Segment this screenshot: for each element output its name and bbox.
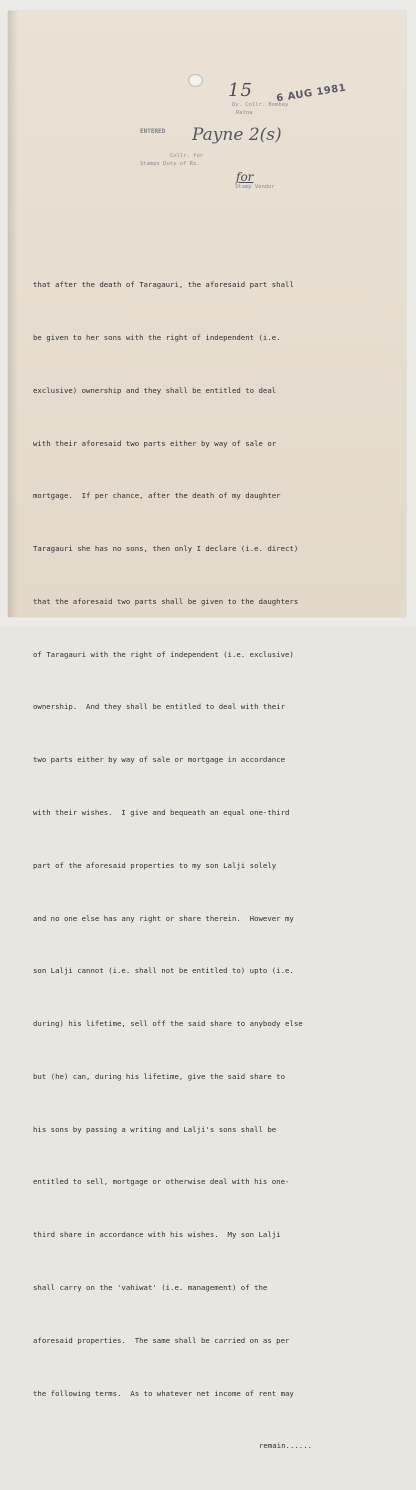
faint-stamp-text: Ratna (236, 110, 253, 116)
text-line: son Lalji cannot (i.e. shall not be entitled to) upto (i.e. (33, 966, 294, 976)
handwritten-file-number: 15 (228, 80, 253, 101)
faint-stamp-text: Stamp Vendor (235, 184, 275, 190)
text-line: shall carry on the 'vahiwat' (i.e. management) of the (33, 1283, 268, 1293)
handwritten-initials: for (236, 170, 254, 184)
text-line: of Taragauri with the right of independent (i.e. exclusive) (33, 649, 294, 659)
faint-stamp-text: Dy. Collr. Bombay (232, 102, 289, 108)
punch-hole (188, 74, 203, 87)
text-line: aforesaid properties. The same shall be carried on as per (33, 1335, 290, 1345)
text-line: and no one else has any right or share therein. However my (33, 913, 294, 923)
faint-stamp-text: Collr. for (170, 153, 204, 159)
text-line: with their aforesaid two parts either by way of sale or (33, 438, 277, 448)
text-line-closing: remain...... (259, 1441, 313, 1451)
text-line: the following terms. As to whatever net income of rent may (33, 1388, 294, 1398)
text-line: entitled to sell, mortgage or otherwise deal with his one- (33, 1177, 290, 1187)
text-line: be given to her sons with the right of independent (i.e. (33, 332, 281, 342)
text-line: but (he) can, during his lifetime, give the said share to (33, 1071, 286, 1081)
text-line: exclusive) ownership and they shall be entitled to deal (33, 385, 277, 395)
entered-stamp: ENTERED (140, 128, 166, 135)
text-line: ownership. And they shall be entitled to deal with their (33, 702, 286, 712)
paper-edge-shadow (8, 11, 18, 617)
text-line: mortgage. If per chance, after the death of my daughter (33, 491, 281, 501)
text-line: his sons by passing a writing and Lalji's sons shall be (33, 1124, 277, 1134)
text-line: during) his lifetime, sell off the said share to anybody else (33, 1019, 303, 1029)
document-body (33, 241, 405, 1490)
text-line: that the aforesaid two parts shall be given to the daughters (33, 596, 299, 606)
text-line: that after the death of Taragauri, the aforesaid part shall (33, 280, 294, 290)
date-stamp: 6 AUG 1981 (275, 82, 347, 105)
text-line: part of the aforesaid properties to my son Lalji solely (33, 860, 277, 870)
text-line: two parts either by way of sale or mortgage in accordance (33, 755, 286, 765)
handwritten-name: Payne 2(s) (192, 125, 282, 145)
text-line: third share in accordance with his wishes. My son Lalji (33, 1230, 281, 1240)
text-line: with their wishes. I give and bequeath an equal one-third (33, 808, 290, 817)
faint-stamp-text: Stamps Duty of Rs. (140, 161, 200, 167)
text-line: Taragauri she has no sons, then only I declare (i.e. direct) (33, 544, 299, 554)
